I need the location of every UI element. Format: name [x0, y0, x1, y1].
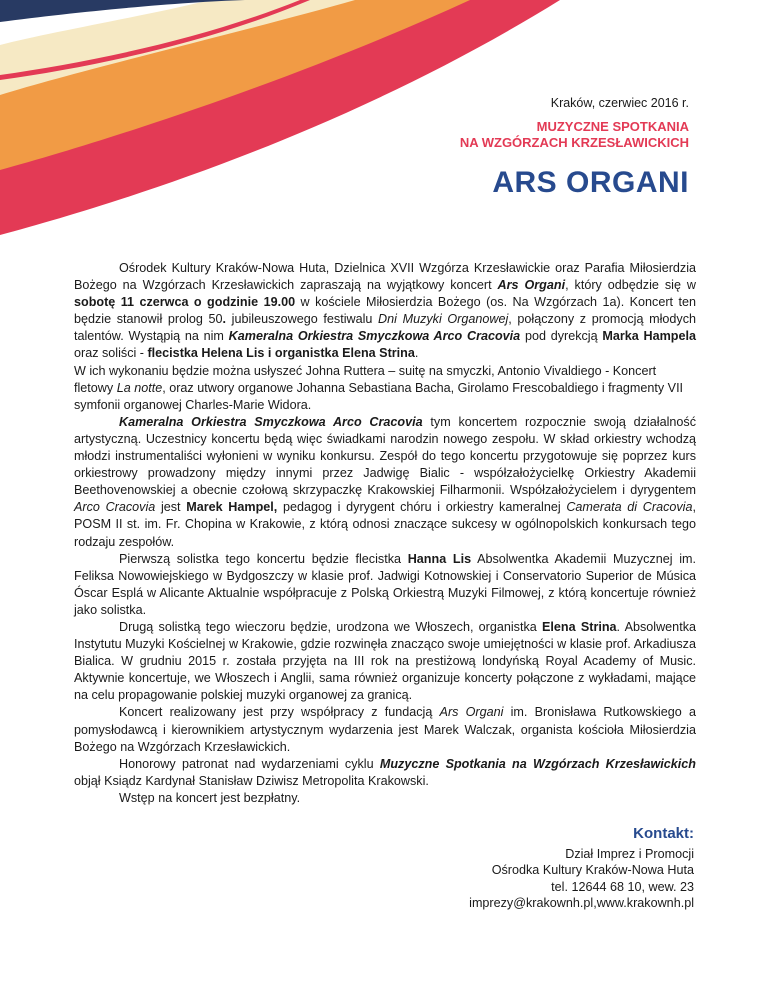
text-run: pedagog i dyrygent chóru i orkiestry kameralnej — [277, 500, 567, 515]
text-run: Dni Muzyki Organowej — [378, 312, 509, 327]
text-run: Ars Organi — [497, 278, 566, 293]
text-run: jubileuszowego festiwalu — [226, 312, 379, 327]
text-run: Drugą solistką tego wieczoru będzie, urodzona we Włoszech, organistka — [119, 619, 543, 634]
text-run: Elena Strina — [542, 619, 617, 634]
ring-arcs-graphic — [0, 0, 560, 235]
text-run: oraz soliści - — [74, 346, 148, 361]
text-run: im. Bronisława Rutkowskiego a pomysłodawcą i kierownikiem artystycznym wydarzenia jest Marek Walczak, organista kościoła Miłosierdzia Bożego na Wzgórzach Krzesławickich. — [74, 705, 696, 754]
text-run: Ośrodek Kultury Kraków-Nowa Huta, Dzielnica XVII Wzgórza Krzesławickie oraz Parafia Miłosierdzia Bożego na Wzgórzach Krzesławickich zapraszają na wyjątkowy koncert — [74, 261, 696, 293]
text-run: Marek Hampel, — [186, 500, 278, 515]
contact-heading: Kontakt: — [633, 825, 694, 842]
text-run: W ich wykonaniu będzie można usłyszeć Johna Ruttera – suitę na smyczki, Antonio Vivaldiego - Koncert fletowy — [74, 363, 657, 395]
text-run: tym koncertem rozpocznie swoją działalność artystyczną. Uczestnicy koncertu będą więc świadkami narodzin nowego zespołu. W skład orkiestry wchodzą młodzi instrumentaliści wyłonieni w wyniku konkursu. Zespół do tego koncertu przygotowuje się poprzez kurs orkiestrowy prowadzony między innymi przez Jadwigę Bialic - współzałożycielkę Orkiestry Akademii Beethovenowskiej a obecnie czołową skrzypaczkę Krakowskiej Filharmonii. Współzałożycielem i dyrygentem — [74, 414, 696, 498]
text-run: objął Ksiądz Kardynał Stanisław Dziwisz Metropolita Krakowski. — [74, 773, 429, 788]
contact-block — [469, 826, 694, 912]
text-run: Muzyczne Spotkania na Wzgórzach Krzesławickich — [379, 756, 696, 771]
document-date: Kraków, czerwiec 2016 r. — [550, 96, 689, 110]
contact-phone: tel. 12644 68 10, wew. 23 — [551, 879, 694, 894]
paragraph-foundation — [74, 704, 696, 755]
text-run: . — [414, 346, 419, 361]
text-run: Kameralna Orkiestra Smyczkowa Arco Cracovia — [228, 329, 521, 344]
text-run: Absolwentka Akademii Muzycznej im. Feliksa Nowowiejskiego w Bydgoszczy w klasie prof. Jadwigi Kotnowskiej i Conservatorio Superior de Música Óscar Esplá w Alicante Aktualnie współpracuje z Polską Orkiestrą Muzyki Filmowej, z którą koncertuje również jako solistka. — [74, 551, 696, 617]
event-series-line-1: MUZYCZNE SPOTKANIA — [536, 119, 689, 134]
paragraph-second-soloist — [74, 619, 696, 704]
text-run: jest — [155, 500, 187, 515]
text-run: , oraz utwory organowe Johanna Sebastiana Bacha, Girolamo Frescobaldiego i fragmenty VII symfonii organowej Charles-Marie Widora. — [74, 380, 684, 412]
paragraph-orchestra — [74, 414, 696, 551]
contact-department: Dział Imprez i Promocji — [565, 846, 694, 861]
text-run: sobotę 11 czerwca o godzinie 19.00 — [74, 295, 296, 310]
text-run: flecistka Helena Lis i organistka Elena Strina — [147, 346, 415, 361]
text-run: La notte — [116, 380, 163, 395]
event-series-title — [460, 119, 689, 151]
text-run: Arco Cracovia — [74, 500, 156, 515]
concert-title: ARS ORGANI — [492, 166, 689, 199]
event-series-line-2: NA WZGÓRZACH KRZESŁAWICKICH — [459, 135, 689, 150]
text-run: w kościele Miłosierdzia Bożego (os. Na Wzgórzach 1a). Koncert ten będzie stanowił prolog 50 — [74, 295, 696, 327]
contact-organization: Ośrodka Kultury Kraków-Nowa Huta — [491, 863, 694, 877]
body-text — [74, 260, 696, 807]
text-run: . — [222, 312, 227, 327]
text-run: Koncert realizowany jest przy współpracy z fundacją — [119, 705, 440, 720]
text-run: , połączony z promocją młodych talentów. Wystąpią na nim — [74, 312, 697, 344]
paragraph-program — [74, 363, 696, 414]
text-run: Ars Organi — [439, 705, 504, 720]
paragraph-patronage — [74, 756, 696, 790]
text-run: Camerata di Cracovia — [566, 500, 693, 515]
text-run: Kameralna Orkiestra Smyczkowa Arco Cracovia — [119, 414, 423, 429]
text-run: , który odbędzie się w — [565, 278, 696, 293]
text-run: Hanna Lis — [407, 551, 472, 566]
text-run: , POSM II st. im. Fr. Chopina w Krakowie, z którą odnosi znaczące sukcesy w ogólnopolskich konkursach tego rodzaju zespołów. — [74, 500, 696, 549]
text-run: Honorowy patronat nad wydarzeniami cyklu — [119, 756, 380, 771]
text-run: pod dyrekcją — [520, 329, 603, 344]
contact-email-website[interactable]: imprezy@krakownh.pl,www.krakownh.pl — [469, 896, 694, 910]
paragraph-admission: Wstęp na koncert jest bezpłatny. — [119, 790, 301, 805]
text-run: . Absolwentka Instytutu Muzyki Kościelnej w Krakowie, gdzie rozwinęła znacząco swoje umiejętności w klasie prof. Arkadiusza Bialica. W grudniu 2015 r. została przyjęta na III rok na prestiżową londyńską Royal Academy of Music. Aktywnie koncertuje, we Włoszech i Anglii, sama również organizuje koncerty połączone z wykładami, mające na celu propagowanie polskiej muzyki organowej za granicą. — [74, 619, 696, 703]
paragraph-intro — [74, 260, 696, 363]
text-run: Pierwszą solistka tego koncertu będzie flecistka — [119, 551, 408, 566]
paragraph-first-soloist — [74, 551, 696, 619]
text-run: Marka Hampela — [602, 329, 697, 344]
